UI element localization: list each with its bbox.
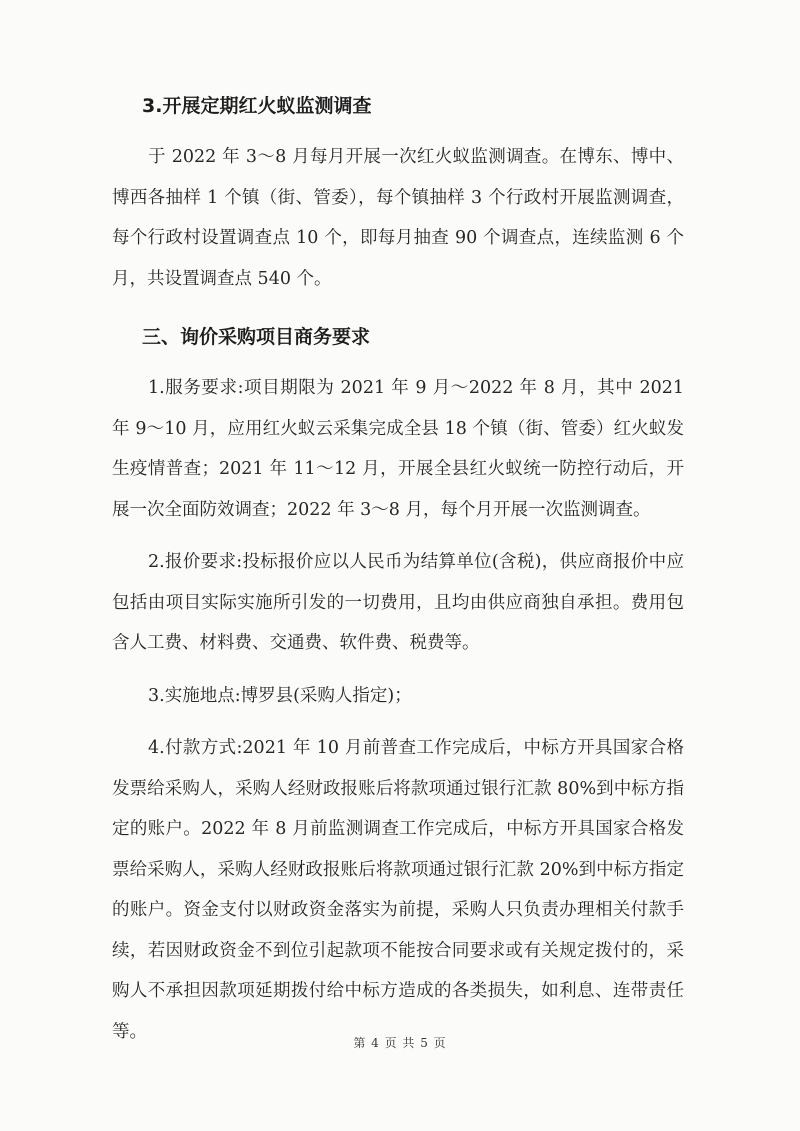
implementation-location-paragraph: 3.实施地点:博罗县(采购人指定)；	[148, 685, 412, 706]
section-3-paragraph: 于 2022 年 3～8 月每月开展一次红火蚁监测调查。在博东、博中、博西各抽样 1 个镇（街、管委），每个镇抽样 3 个行政村开展监测调查，每个行政村设置调查点 10 个，即每月抽查 90 个调查点，连续监测 6 个月，共设置调查点 540 个。	[112, 147, 684, 289]
payment-method-paragraph: 4.付款方式:2021 年 10 月前普查工作完成后，中标方开具国家合格发票给采购人，采购人经财政报账后将款项通过银行汇款 80%到中标方指定的账户。2022 年 8 月前监测调查工作完成后，中标方开具国家合格发票给采购人，采购人经财政报账后将款项通过银行汇款 20%到中标方指定的账户。资金支付以财政资金落实为前提，采购人只负责办理相关付款手续，若因财政资金不到位引起款项不能按合同要求或有关规定拨付的，采购人不承担因款项延期拨付给中标方造成的各类损失，如利息、连带责任等。	[112, 738, 684, 1042]
page-number-footer: 第 4 页 共 5 页	[353, 1036, 447, 1050]
quote-requirement-paragraph: 2.报价要求:投标报价应以人民币为结算单位(含税)，供应商报价中应包括由项目实际实施所引发的一切费用，且均由供应商独自承担。费用包含人工费、材料费、交通费、软件费、税费等。	[112, 552, 684, 653]
page-content	[112, 86, 684, 1052]
business-requirements-heading: 三、询价采购项目商务要求	[142, 326, 371, 348]
service-requirement-paragraph: 1.服务要求:项目期限为 2021 年 9 月～2022 年 8 月，其中 2021 年 9～10 月，应用红火蚁云采集完成全县 18 个镇（街、管委）红火蚁发生疫情普查；2021 年 11～12 月，开展全县红火蚁统一防控行动后，开展一次全面防效调查；2022 年 3～8 月，每个月开展一次监测调查。	[112, 378, 684, 520]
section-3-heading: 3.开展定期红火蚁监测调查	[142, 95, 372, 117]
